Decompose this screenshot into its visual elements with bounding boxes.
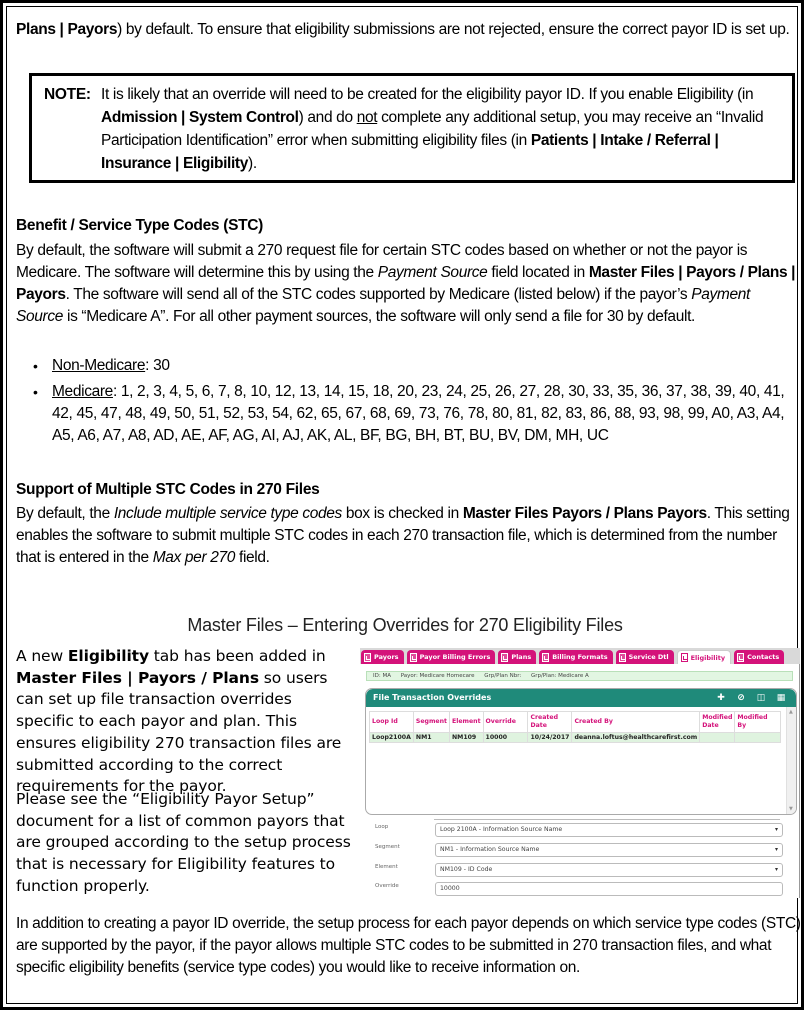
multi-italic-2: Max per 270 [152,549,236,566]
segment-select[interactable] [435,843,783,857]
scroll-down-icon[interactable]: ▼ [789,806,793,812]
note-label: NOTE: [44,86,91,103]
tab-payor-billing-errors[interactable] [407,650,496,664]
segment-row [375,843,785,857]
overrides-grid [369,711,781,743]
panel-actions [716,689,786,707]
column-header[interactable]: Modified By [735,712,781,733]
column-header[interactable]: Override [483,712,528,733]
note-text-1: It is likely that an override will need to be created for the eligibility payor ID. If you enable Eligibility (in [101,86,754,103]
segment-value: NM1 - Information Source Name [440,846,540,853]
new-tab-bold-2: Master Files | Payors / Plans [16,668,259,687]
cell-created-date: 10/24/2017 [528,733,572,743]
new-tab-bold-1: Eligibility [67,647,149,665]
multi-stc-heading: Support of Multiple STC Codes in 270 Files [16,481,320,498]
element-row [375,863,785,877]
intro-paragraph [16,19,796,41]
stc-code-list [33,355,793,451]
list-item-non-medicare [33,355,793,377]
tab-contacts[interactable] [734,650,784,664]
stc-heading: Benefit / Service Type Codes (STC) [16,217,264,234]
note-box [29,73,795,183]
document-icon [364,653,371,662]
loop-row [375,823,785,837]
segment-label: Segment [375,844,400,850]
cell-modified-date [700,733,735,743]
tab-billing-formats[interactable] [539,650,612,664]
cell-element: NM109 [449,733,483,743]
stc-italic-2: Payment Source [16,286,750,325]
column-header[interactable]: Loop Id [370,712,414,733]
panel-header [366,689,796,707]
multi-text-3: . This setting enables the software to submit multiple STC codes in each 270 transaction file, which is determined from the number that is entered in the [16,505,790,566]
tab-label: Service Dtl [628,653,669,661]
closing-paragraph: In addition to creating a payor ID override, the setup process for each payor depends on which service type codes (STC) are supported by the payor, if the payor allows multiple STC codes to be submitted in 270 transaction files, and what specific eligibility benefits (service type codes) you would like to receive information on. [16,915,801,976]
new-tab-text-2: tab has been added in [148,647,326,665]
payor-id: ID: MA [373,673,391,679]
tab-plans[interactable] [498,650,536,664]
element-select[interactable] [435,863,783,877]
note-text-2: ) and do [298,109,357,126]
dropdown-caret-icon: ▾ [774,826,778,833]
multi-italic-1: Include multiple service type codes [113,505,342,522]
note-text [101,83,791,175]
tab-label: Billing Formats [552,653,608,661]
cancel-icon[interactable]: ⊘ [737,693,745,703]
element-value: NM109 - ID Code [440,866,493,873]
intro-text: ) by default. To ensure that eligibility submissions are not rejected, ensure the correct payor ID is set up. [117,21,790,38]
tab-label: Contacts [747,653,780,661]
tab-payors[interactable] [361,650,404,664]
app-screenshot [360,648,800,898]
cell-modified-by [735,733,781,743]
form-divider [434,819,780,820]
bullet-value: : 1, 2, 3, 4, 5, 6, 7, 8, 10, 12, 13, 14, 15, 18, 20, 23, 24, 25, 26, 27, 28, 30, 33, 35, 36, 37, 38, 39, 40, 41, 42, 45, 47, 48, 49, 50, 51, 52, 53, 54, 62, 65, 67, 68, 69, 73, 76, 78, 80, 81, 82, 83, 86, 88, 93, 98, 99, A0, A3, A4, A5, A6, A7, A8, AD, AE, AF, AG, AI, AJ, AK, AL, BF, BG, BH, BT, BU, BV, DM, MH, UC [52,383,785,444]
column-header[interactable]: Modified Date [700,712,735,733]
cell-override: 10000 [483,733,528,743]
stc-bold-path: Master Files | Payors / Plans | Payors [16,264,796,303]
new-tab-text-3: so users can set up file transaction overrides specific to each payor and plan. This ensures eligibility 270 transaction files are submitted according to the correct requirements for the payor. [16,668,342,796]
payor-name: Payor: Medicare Homecare [400,673,475,679]
note-bold-path-1: Admission | System Control [101,109,299,126]
multi-text-4: field. [235,549,270,566]
save-icon[interactable]: ▦ [776,693,786,703]
tab-service-dtl[interactable] [616,650,674,664]
loop-label: Loop [375,824,389,830]
stc-italic-1: Payment Source [377,264,488,281]
delete-icon[interactable]: ◫ [756,693,766,703]
element-label: Element [375,864,398,870]
add-icon[interactable]: ✚ [717,693,725,703]
new-tab-text-1: A new [16,647,68,665]
multi-bold-path: Master Files Payors / Plans Payors [462,505,707,522]
payor-info-bar [366,671,793,681]
cell-loop-id: Loop2100A [370,733,414,743]
multi-text-2: box is checked in [341,505,463,522]
see-doc-paragraph: Please see the “Eligibility Payor Setup” document for a list of common payors that are grouped according to the setup process that is necessary for Eligibility features to function properly. [16,790,351,895]
tab-label: Eligibility [690,653,726,662]
override-input[interactable] [435,882,783,896]
note-text-4: ). [248,155,257,172]
note-underline-not: not [356,109,378,126]
stc-text-1: By default, the software will submit a 270 request file for certain STC codes based on whether or not the payor is Medicare. The software will determine this by using the [16,242,748,281]
cell-segment: NM1 [413,733,449,743]
list-item-medicare [33,381,793,447]
multi-text-1: By default, the [16,505,114,522]
table-row[interactable] [370,733,781,743]
new-tab-paragraph [16,646,351,798]
bullet-value: : 30 [145,357,170,374]
document-icon [619,653,626,662]
stc-text-2: field located in [487,264,589,281]
column-header[interactable]: Element [449,712,483,733]
document-icon [501,653,508,662]
override-value: 10000 [440,885,460,892]
document-icon [410,653,417,662]
tab-eligibility[interactable] [677,650,731,664]
table-header-row [370,712,781,733]
document-icon [542,653,549,662]
grp-plan-number: Grp/Plan Nbr: [484,673,522,679]
dropdown-caret-icon: ▾ [774,846,778,853]
stc-text-3: . The software will send all of the STC codes supported by Medicare (listed below) if the payor’s [65,286,692,303]
bullet-label: Non-Medicare [52,357,146,374]
note-bold-path-2: Patients | Intake / Referral | Insurance | Eligibility [101,132,719,172]
override-row [375,882,785,896]
tab-label: Payors [374,653,399,661]
column-header[interactable]: Created By [572,712,700,733]
cell-created-by: deanna.loftus@healthcarefirst.com [572,733,700,743]
loop-value: Loop 2100A - Information Source Name [440,826,563,833]
note-text-3: complete any additional setup, you may receive an “Invalid Participation Identification” error when submitting eligibility files (in [101,109,764,149]
document-icon [737,653,744,662]
bullet-label: Medicare [52,383,113,400]
override-label: Override [375,883,399,889]
grp-plan: Grp/Plan: Medicare A [530,673,589,679]
column-header[interactable]: Created Date [528,712,572,733]
intro-bold-path: Plans | Payors [16,21,118,38]
loop-select[interactable] [435,823,783,837]
overrides-table [369,711,781,743]
stc-paragraph [16,240,796,328]
panel-title: File Transaction Overrides [373,693,492,702]
tab-bar [360,648,800,664]
multi-stc-paragraph [16,503,801,569]
tab-label: Plans [511,653,532,661]
file-transaction-overrides-panel [365,688,797,815]
stc-text-4: is “Medicare A”. For all other payment sources, the software will only send a file for 30 by default. [63,308,695,325]
grid-scrollbar[interactable] [786,707,796,814]
tab-label: Payor Billing Errors [419,653,491,661]
dropdown-caret-icon: ▾ [774,866,778,873]
document-icon [681,653,688,662]
column-header[interactable]: Segment [413,712,449,733]
section-title: Master Files – Entering Overrides for 270 Eligibility Files [187,615,623,635]
scroll-up-icon[interactable]: ▲ [789,709,793,715]
